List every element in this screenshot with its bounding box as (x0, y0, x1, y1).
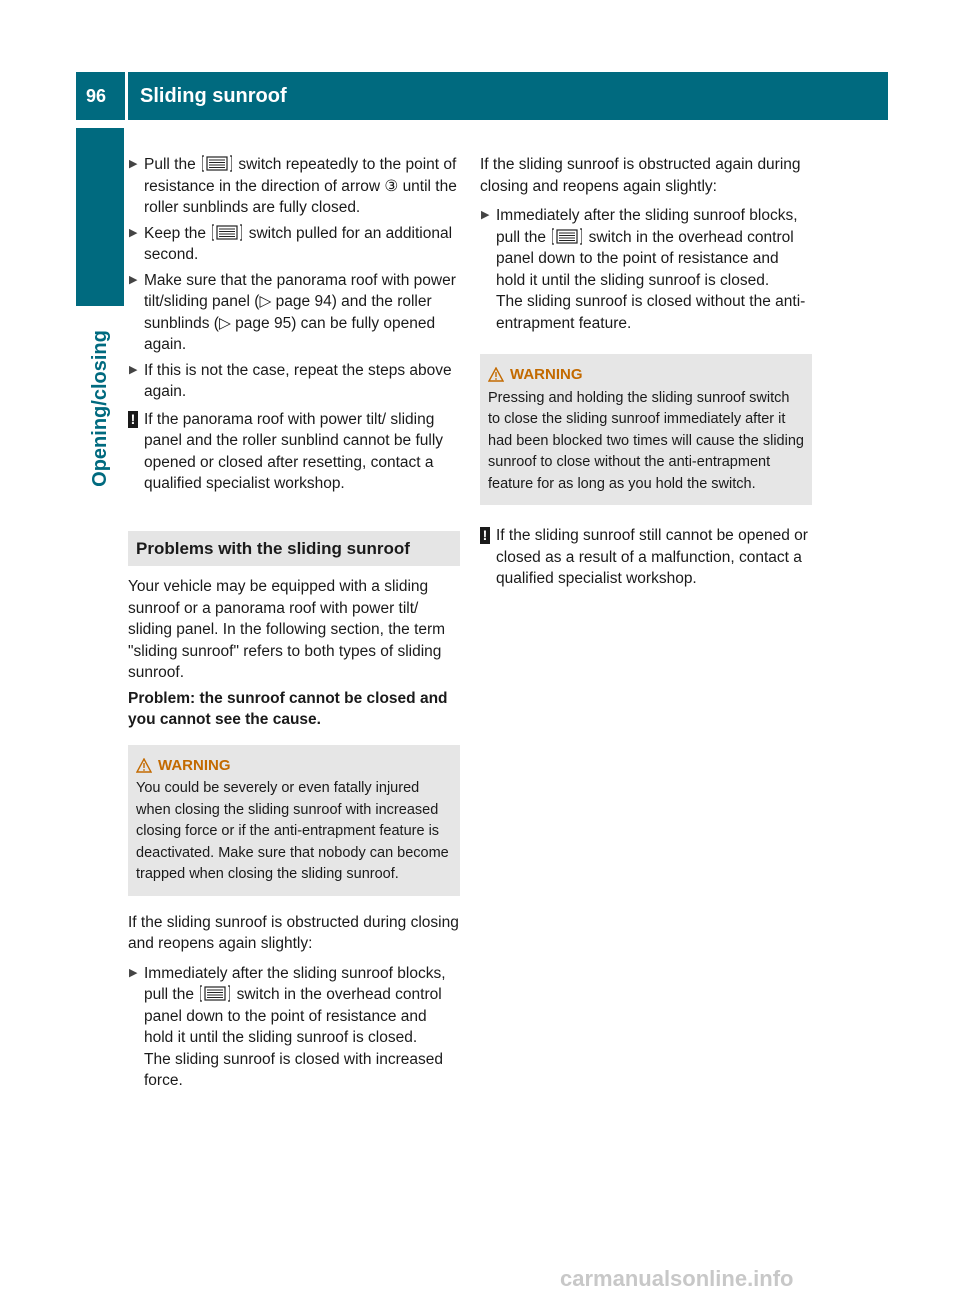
step-item: ▶ Make sure that the panorama roof with power tilt/sliding panel (▷ page 94) and the roller sunblinds (▷ page 95) can be fully opened again. (129, 271, 456, 353)
intro-paragraph: Your vehicle may be equipped with a sliding sunroof or a panorama roof with power tilt/ sliding panel. In the following section, the term "sliding sunroof" refers to both types of sliding sunroof. (128, 578, 446, 681)
section-heading: Problems with the sliding sunroof (128, 531, 460, 567)
step-arrow-icon: ▶ (129, 273, 138, 286)
note-item: ! If the panorama roof with power tilt/ sliding panel and the roller sunblind cannot be fully opened or closed after resetting, contact a qualified specialist workshop. (128, 409, 460, 495)
section-side-label: Opening/closing (88, 329, 111, 487)
step-arrow-icon: ▶ (129, 363, 138, 376)
left-column (128, 154, 460, 1096)
page-title: Sliding sunroof (140, 85, 287, 107)
obstructed-again-paragraph: If the sliding sunroof is obstructed again during closing and reopens again slightly: (480, 156, 801, 195)
step-item: ▶ Immediately after the sliding sunroof blocks, pull the switch in the overhead control panel down to the point of resistance and hold it until the sliding sunroof is closed. The sliding sunroof is closed without the anti-entrapment feature. (480, 205, 812, 334)
side-tab (76, 128, 124, 306)
step-arrow-icon: ▶ (129, 966, 138, 979)
right-column (480, 154, 812, 590)
step-item: ▶ Immediately after the sliding sunroof blocks, pull the switch in the overhead control panel down to the point of resistance and hold it until the sliding sunroof is closed. The sliding sunroof is closed with increased force. (128, 963, 460, 1092)
warning-title: WARNING (488, 364, 804, 386)
warning-triangle-icon (136, 758, 152, 773)
warning-box (480, 354, 812, 505)
step-item: ▶ Pull the switch repeatedly to the point of resistance in the direction of arrow ③ until the roller sunblinds are fully closed. (129, 156, 457, 216)
page-number: 96 (86, 86, 107, 106)
step-item: ▶ If this is not the case, repeat the steps above again. (129, 361, 452, 400)
roller-blind-switch-icon (212, 224, 242, 241)
step-arrow-icon: ▶ (129, 226, 138, 239)
warning-box (128, 745, 460, 896)
warning-text: Pressing and holding the sliding sunroof switch to close the sliding sunroof immediately after it had been blocked two times will cause the sliding sunroof to close without the anti-entrapment feature for as long as you hold the switch. (488, 389, 804, 492)
step-arrow-icon: ▶ (481, 209, 490, 221)
warning-triangle-icon (488, 367, 504, 382)
step-item: ▶ Keep the switch pulled for an additional second. (129, 224, 453, 263)
problem-heading: Problem: the sunroof cannot be closed and you cannot see the cause. (128, 689, 448, 728)
roller-blind-switch-icon (552, 228, 582, 245)
step-arrow-icon: ▶ (129, 158, 138, 170)
obstructed-paragraph: If the sliding sunroof is obstructed during closing and reopens again slightly: (128, 913, 459, 952)
warning-text: You could be severely or even fatally injured when closing the sliding sunroof with increased closing force or if the anti-entrapment feature is deactivated. Make sure that nobody can become trapped when closing the sliding sunroof. (136, 780, 449, 882)
exclamation-icon: ! (128, 411, 138, 428)
roller-blind-switch-icon (200, 985, 230, 1002)
header-separator (125, 72, 128, 120)
warning-title: WARNING (136, 755, 452, 777)
note-item: ! If the sliding sunroof still cannot be opened or closed as a result of a malfunction, contact a qualified specialist workshop. (480, 525, 812, 590)
watermark: carmanualsonline.info (560, 1266, 794, 1291)
exclamation-icon: ! (480, 527, 490, 544)
step-result: The sliding sunroof is closed without the anti-entrapment feature. (496, 293, 806, 332)
step-result: The sliding sunroof is closed with increased force. (144, 1050, 443, 1089)
roller-blind-switch-icon (202, 155, 232, 172)
